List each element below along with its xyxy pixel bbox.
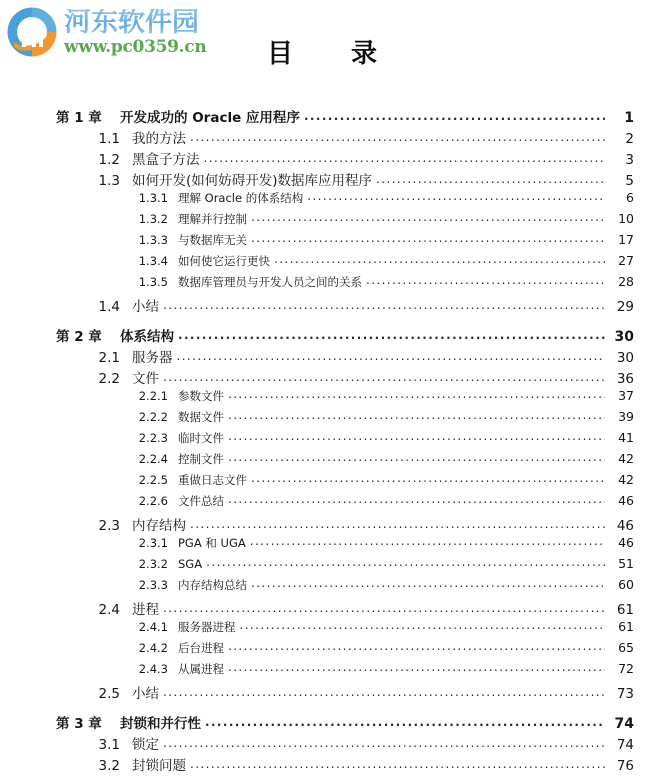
toc-entry-label: 理解 Oracle 的体系结构 (178, 191, 304, 205)
toc-entry-label: 与数据库无关 (178, 233, 247, 247)
toc-entry-label: 锁定 (132, 737, 159, 753)
toc-entry-row[interactable] (56, 472, 634, 493)
toc-entry-row[interactable] (56, 409, 634, 430)
toc-page-number: 5 (625, 173, 634, 189)
toc-entry-number: 2.2 (98, 371, 120, 387)
toc-entry-number: 2.2.5 (138, 473, 168, 487)
toc-entry-row[interactable] (56, 682, 634, 703)
toc-entry-label: 文件总结 (178, 494, 224, 508)
toc-entry-number: 1.3.1 (138, 191, 168, 205)
toc-entry-row[interactable] (56, 430, 634, 451)
toc-entry-row[interactable] (56, 451, 634, 472)
toc-entry-label: 服务器进程 (178, 620, 236, 634)
toc-page-number: 65 (618, 640, 634, 655)
watermark-site-name: 河东软件园 (64, 9, 206, 36)
toc-entry-row[interactable] (56, 211, 634, 232)
toc-entry-row[interactable] (56, 367, 634, 388)
toc-entry-label: 控制文件 (178, 452, 224, 466)
toc-entry-number: 2.2.2 (138, 410, 168, 424)
toc-dot-leader (251, 210, 605, 224)
toc-dot-leader (376, 171, 605, 187)
toc-entry-row[interactable] (56, 640, 634, 661)
toc-entry-label: 服务器 (132, 350, 173, 366)
toc-entry-label: 数据库管理员与开发人员之间的关系 (178, 275, 362, 289)
toc-dot-leader (251, 471, 605, 485)
toc-dot-leader (240, 618, 606, 632)
toc-entry-label: 从属进程 (178, 662, 224, 676)
toc-page-number: 37 (618, 388, 634, 403)
toc-dot-leader (307, 189, 605, 203)
toc-entry-row[interactable] (56, 232, 634, 253)
toc-page-number: 2 (625, 131, 634, 147)
toc-entry-row[interactable] (56, 274, 634, 295)
toc-dot-leader (228, 450, 605, 464)
toc-entry-label: 数据文件 (178, 410, 224, 424)
toc-page-number: 27 (618, 253, 634, 268)
toc-entry-label: 临时文件 (178, 431, 224, 445)
toc-entry-row[interactable] (56, 346, 634, 367)
toc-entry-row[interactable] (56, 535, 634, 556)
toc-entry-label: 内存结构总结 (178, 578, 247, 592)
toc-dot-leader (228, 639, 605, 653)
toc-entry-label: 文件 (132, 371, 159, 387)
toc-page-number: 3 (625, 152, 634, 168)
toc-page-number: 72 (618, 661, 634, 676)
toc-entry-label: 我的方法 (132, 131, 186, 147)
toc-entry-number: 1.3.2 (138, 212, 168, 226)
toc-dot-leader (274, 252, 605, 266)
toc-dot-leader (366, 273, 605, 287)
toc-page-number: 41 (618, 430, 634, 445)
toc-entry-label: 如何开发(如何妨碍开发)数据库应用程序 (132, 173, 373, 189)
toc-entry-number: 2.2.4 (138, 452, 168, 466)
toc-dot-leader (228, 408, 605, 422)
toc-dot-leader (206, 555, 605, 569)
toc-page-number: 42 (618, 451, 634, 466)
toc-entry-label: 封锁问题 (132, 758, 186, 774)
toc-dot-leader (163, 297, 605, 313)
toc-entry-label: 参数文件 (178, 389, 224, 403)
toc-page-number: 30 (616, 350, 634, 366)
toc-dot-leader (163, 735, 605, 751)
toc-entry-row[interactable] (56, 493, 634, 514)
toc-entry-row[interactable] (56, 388, 634, 409)
toc-entry-number: 1.3.4 (138, 254, 168, 268)
toc-dot-leader (228, 387, 605, 401)
toc-dot-leader (228, 429, 605, 443)
toc-dot-leader (251, 576, 605, 590)
toc-entry-label: 内存结构 (132, 518, 186, 534)
toc-page-number: 1 (624, 110, 634, 126)
toc-entry-label: 小结 (132, 686, 159, 702)
toc-entry-label: 重做日志文件 (178, 473, 247, 487)
toc-entry-row[interactable] (56, 733, 634, 754)
toc-dot-leader (205, 714, 605, 730)
toc-entry-label: 封锁和并行性 (120, 716, 201, 732)
toc-dot-leader (190, 129, 605, 145)
toc-entry-label: SGA (178, 557, 203, 571)
toc-entry-row[interactable] (56, 253, 634, 274)
toc-entry-number: 2.4.1 (138, 620, 168, 634)
toc-entry-row[interactable] (56, 661, 634, 682)
toc-page-number: 73 (616, 686, 634, 702)
toc-page-number: 39 (618, 409, 634, 424)
toc-entry-label: 理解并行控制 (178, 212, 247, 226)
toc-entry-label: 后台进程 (178, 641, 224, 655)
toc-entry-number: 2.4.3 (138, 662, 168, 676)
toc-dot-leader (163, 600, 605, 616)
toc-entry-row[interactable] (56, 169, 634, 190)
toc-entry-number: 2.5 (98, 686, 120, 702)
toc-dot-leader (304, 108, 605, 124)
toc-entry-row[interactable] (56, 148, 634, 169)
toc-entry-number: 2.3.1 (138, 536, 168, 550)
toc-page-number: 28 (618, 274, 634, 289)
toc-page-number: 51 (618, 556, 634, 571)
toc-entry-row[interactable] (56, 577, 634, 598)
toc-page-number: 29 (616, 299, 634, 315)
toc-entry-row[interactable] (56, 190, 634, 211)
toc-dot-leader (228, 492, 605, 506)
toc-chapter-row[interactable] (56, 712, 634, 733)
toc-entry-number: 2.3.3 (138, 578, 168, 592)
toc-chapter-row[interactable] (56, 325, 634, 346)
toc-page-number: 30 (614, 329, 634, 345)
toc-page-number: 10 (618, 211, 634, 226)
toc-dot-leader (178, 327, 605, 343)
toc-entry-number: 1.4 (98, 299, 120, 315)
toc-entry-label: PGA 和 UGA (178, 536, 246, 550)
toc-entry-number: 2.1 (98, 350, 120, 366)
toc-entry-number: 3.1 (98, 737, 120, 753)
toc-entry-number: 2.2.6 (138, 494, 168, 508)
toc-page-number: 6 (626, 190, 634, 205)
toc-entry-label: 体系结构 (120, 329, 174, 345)
toc-entry-number: 1.3 (98, 173, 120, 189)
toc-page-number: 46 (616, 518, 634, 534)
toc-entry-number: 2.4 (98, 602, 120, 618)
toc-chapter-row[interactable] (56, 106, 634, 127)
toc-entry-number: 1.1 (98, 131, 120, 147)
toc-entry-row[interactable] (56, 619, 634, 640)
toc-entry-number: 3.2 (98, 758, 120, 774)
toc-dot-leader (204, 150, 606, 166)
toc-entry-number: 1.3.5 (138, 275, 168, 289)
toc-entry-number: 2.3.2 (138, 557, 168, 571)
toc-dot-leader (228, 660, 605, 674)
toc-entry-number: 1.3.3 (138, 233, 168, 247)
toc-page-number: 74 (614, 716, 634, 732)
toc-dot-leader (163, 369, 605, 385)
toc-entry-label: 黑盒子方法 (132, 152, 200, 168)
toc-page-number: 42 (618, 472, 634, 487)
toc-page-number: 46 (618, 535, 634, 550)
toc-page-number: 60 (618, 577, 634, 592)
toc-page-number: 76 (616, 758, 634, 774)
toc-page-number: 17 (618, 232, 634, 247)
toc-page-number: 61 (618, 619, 634, 634)
toc-entry-number: 2.2.1 (138, 389, 168, 403)
toc-entry-number: 2.3 (98, 518, 120, 534)
toc-entry-row[interactable] (56, 295, 634, 316)
toc-dot-leader (163, 684, 605, 700)
table-of-contents (56, 106, 634, 775)
toc-dot-leader (250, 534, 605, 548)
toc-dot-leader (190, 516, 605, 532)
toc-entry-number: 第 2 章 (56, 329, 102, 345)
page-title: 目 录 (266, 39, 379, 69)
toc-page-number: 36 (616, 371, 634, 387)
toc-entry-number: 2.2.3 (138, 431, 168, 445)
toc-entry-row[interactable] (56, 754, 634, 775)
toc-entry-label: 小结 (132, 299, 159, 315)
toc-page-number: 74 (616, 737, 634, 753)
toc-dot-leader (251, 231, 605, 245)
toc-entry-row[interactable] (56, 127, 634, 148)
toc-dot-leader (177, 348, 606, 364)
toc-entry-number: 第 3 章 (56, 716, 102, 732)
toc-entry-row[interactable] (56, 514, 634, 535)
toc-entry-label: 如何使它运行更快 (178, 254, 270, 268)
toc-entry-number: 第 1 章 (56, 110, 102, 126)
toc-dot-leader (190, 756, 605, 772)
toc-entry-row[interactable] (56, 598, 634, 619)
toc-entry-number: 1.2 (98, 152, 120, 168)
toc-entry-row[interactable] (56, 556, 634, 577)
toc-entry-label: 开发成功的 Oracle 应用程序 (120, 110, 300, 126)
watermark-url: www.pc0359.cn (64, 36, 207, 57)
toc-page-number: 61 (616, 602, 634, 618)
toc-page-number: 46 (618, 493, 634, 508)
toc-entry-number: 2.4.2 (138, 641, 168, 655)
toc-entry-label: 进程 (132, 602, 159, 618)
